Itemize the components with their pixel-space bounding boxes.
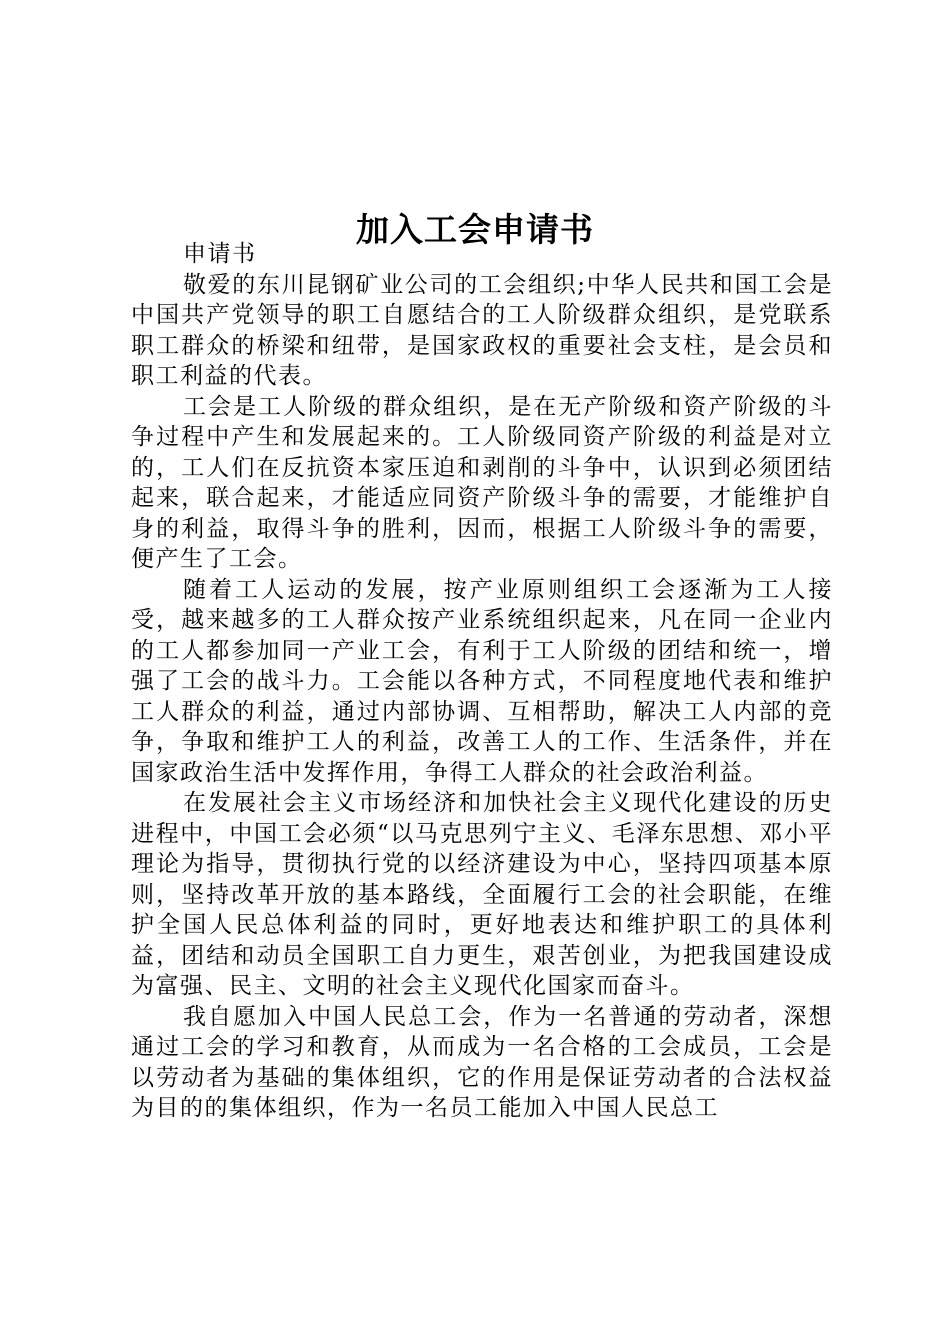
- paragraph: 我自愿加入中国人民总工会，作为一名普通的劳动者，深想通过工会的学习和教育，从而成为一名合格的工会成员，工会是以劳动者为基础的集体组织，它的作用是保证劳动者的合法权益为目的的集体组织，作为一名员工能加入中国人民总工: [131, 1003, 833, 1121]
- paragraph: 在发展社会主义市场经济和加快社会主义现代化建设的历史进程中，中国工会必须“以马克思列宁主义、毛泽东思想、邓小平理论为指导，贯彻执行党的以经济建设为中心，坚持四项基本原则，坚持改革开放的基本路线，全面履行工会的社会职能，在维护全国人民总体利益的同时，更好地表达和维护职工的具体利益，团结和动员全国职工自力更生，艰苦创业，为把我国建设成为富强、民主、文明的社会主义现代化国家而奋斗。: [131, 790, 833, 999]
- document-body: [131, 239, 833, 1124]
- paragraph: 敬爱的东川昆钢矿业公司的工会组织;中华人民共和国工会是中国共产党领导的职工自愿结合的工人阶级群众组织，是党联系职工群众的桥梁和纽带，是国家政权的重要社会支柱，是会员和职工利益的代表。: [131, 271, 833, 389]
- document-title: 加入工会申请书: [356, 210, 594, 250]
- paragraph: 随着工人运动的发展，按产业原则组织工会逐渐为工人接受，越来越多的工人群众按产业系统组织起来，凡在同一企业内的工人都参加同一产业工会，有利于工人阶级的团结和统一，增强了工会的战斗力。工会能以各种方式，不同程度地代表和维护工人群众的利益，通过内部协调、互相帮助，解决工人内部的竞争，争取和维护工人的利益，改善工人的工作、生活条件，并在国家政治生活中发挥作用，争得工人群众的社会政治利益。: [131, 576, 833, 786]
- paragraph: 工会是工人阶级的群众组织，是在无产阶级和资产阶级的斗争过程中产生和发展起来的。工人阶级同资产阶级的利益是对立的，工人们在反抗资本家压迫和剥削的斗争中，认识到必须团结起来，联合起来，才能适应同资产阶级斗争的需要，才能维护自身的利益，取得斗争的胜利，因而，根据工人阶级斗争的需要，便产生了工会。: [131, 393, 833, 572]
- paragraph-heading: 申请书: [183, 241, 257, 267]
